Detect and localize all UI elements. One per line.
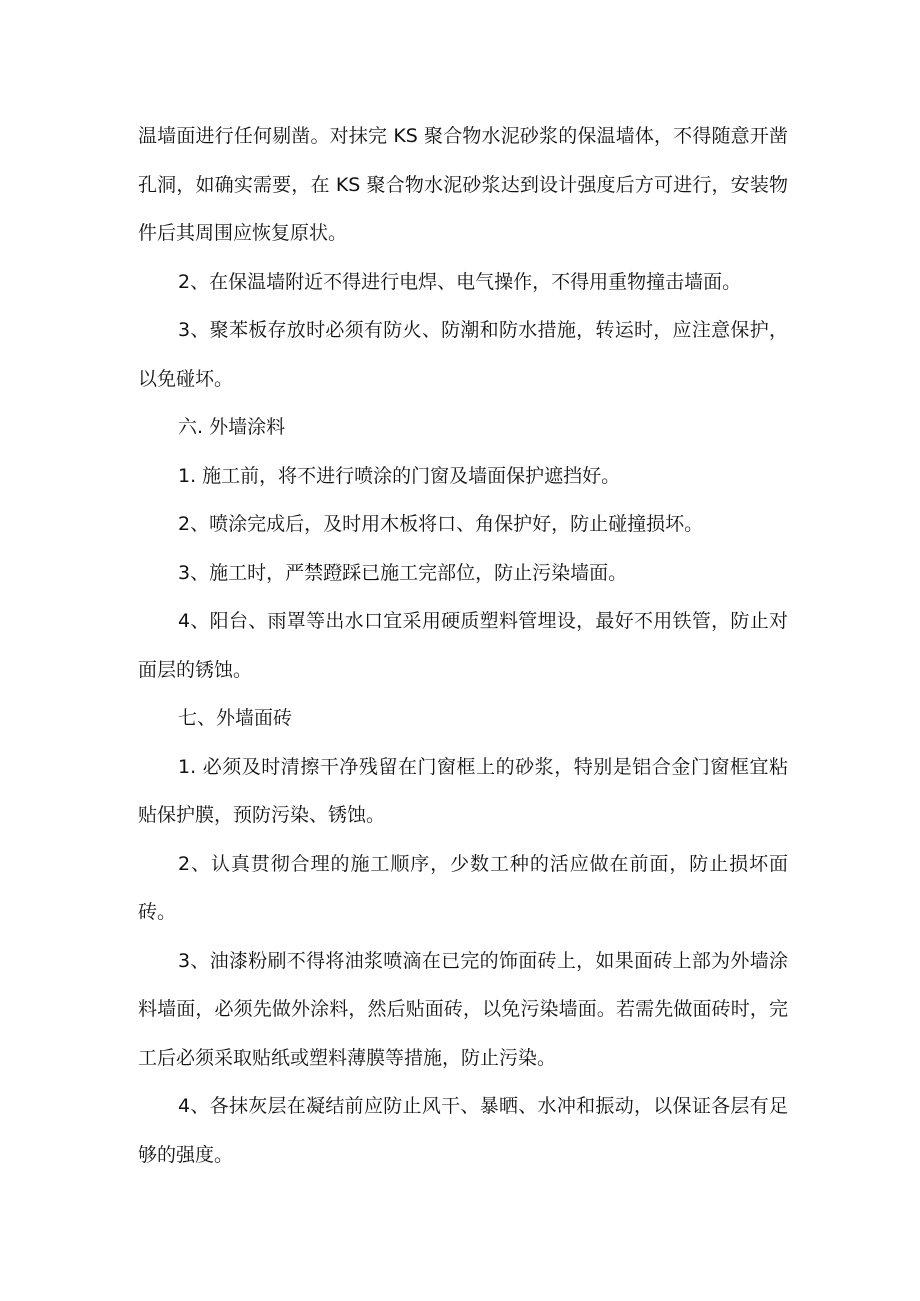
paint-item-4: 4、阳台、雨罩等出水口宜采用硬质塑料管埋设，最好不用铁管，防止对面层的锈蚀。 (138, 610, 788, 681)
tile-item-1: 1. 必须及时清擦干净残留在门窗框上的砂浆，特别是铝合金门窗框宜粘贴保护膜，预防污染、锈蚀。 (138, 755, 788, 826)
section-heading-exterior-paint: 六. 外墙涂料 (178, 416, 286, 438)
paragraph-item-2: 2、在保温墙附近不得进行电焊、电气操作，不得用重物撞击墙面。 (178, 270, 742, 293)
tile-item-2: 2、认真贯彻合理的施工顺序，少数工种的活应做在前面，防止损坏面砖。 (138, 852, 788, 923)
tile-item-4: 4、各抹灰层在凝结前应防止风干、暴晒、水冲和振动，以保证各层有足够的强度。 (138, 1095, 788, 1166)
section-heading-exterior-tile: 七、外墙面砖 (178, 707, 293, 729)
paint-item-2: 2、喷涂完成后，及时用木板将口、角保护好，防止碰撞损坏。 (178, 513, 704, 535)
paragraph-item-3: 3、聚苯板存放时必须有防火、防潮和防水措施，转运时，应注意保护，以免碰坏。 (138, 319, 788, 390)
paint-item-3: 3、施工时，严禁蹬踩已施工完部位，防止污染墙面。 (178, 561, 628, 584)
document-body (138, 112, 788, 1179)
paragraph-continuation: 温墙面进行任何剔凿。对抹完 KS 聚合物水泥砂浆的保温墙体，不得随意开凿孔洞，如确实需要，在 KS 聚合物水泥砂浆达到设计强度后方可进行，安装物件后其周围应恢复原状。 (138, 125, 788, 244)
tile-item-3: 3、油漆粉刷不得将油浆喷滴在已完的饰面砖上，如果面砖上部为外墙涂料墙面，必须先做外涂料，然后贴面砖，以免污染墙面。若需先做面砖时，完工后必须采取贴纸或塑料薄膜等措施，防止污染。 (138, 949, 788, 1069)
paint-item-1: 1. 施工前，将不进行喷涂的门窗及墙面保护遮挡好。 (178, 464, 621, 487)
